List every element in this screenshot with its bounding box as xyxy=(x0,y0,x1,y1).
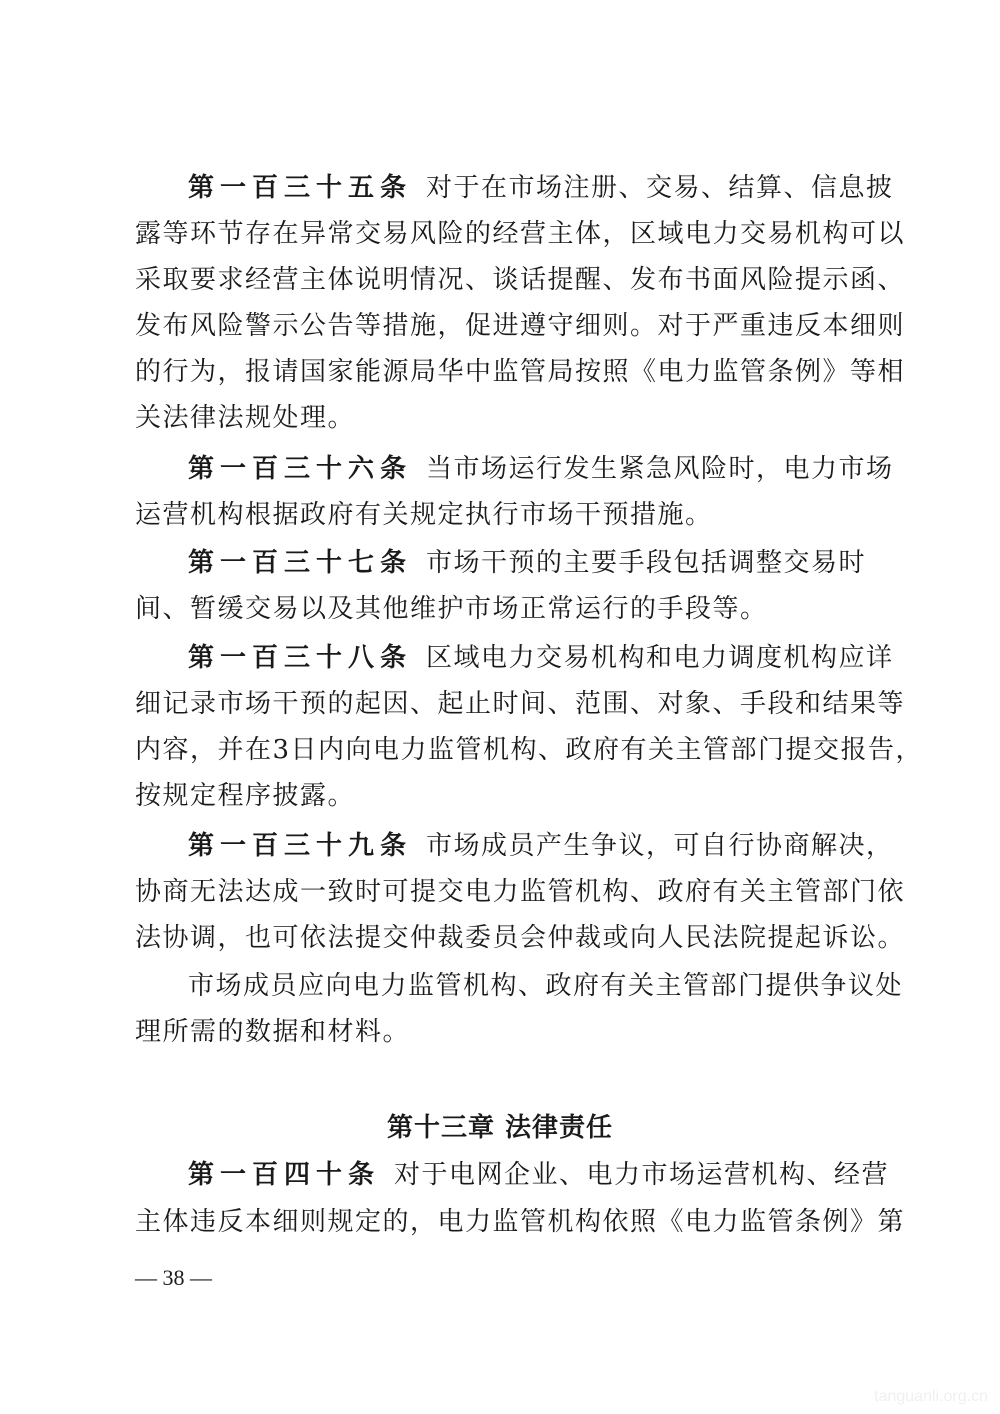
article-137-line-1: 第一百三十七条 市场干预的主要手段包括调整交易时 xyxy=(188,548,867,578)
article-139-line-1: 第一百三十九条 市场成员产生争议，可自行协商解决， xyxy=(188,831,894,861)
article-label: 第一百四十条 xyxy=(188,1160,381,1190)
article-139-para2-line-2: 理所需的数据和材料。 xyxy=(135,1017,411,1047)
chapter-heading: 第十三章 法律责任 xyxy=(386,1113,614,1143)
article-139-line-3: 法协调，也可依法提交仲裁委员会仲裁或向人民法院提起诉讼。 xyxy=(135,923,906,953)
article-label: 第一百三十八条 xyxy=(188,643,413,673)
article-140-line-1: 第一百四十条 对于电网企业、电力市场运营机构、经营 xyxy=(188,1160,890,1190)
article-138-line-1: 第一百三十八条 区域电力交易机构和电力调度机构应详 xyxy=(188,643,894,673)
article-140-line-2: 主体违反本细则规定的，电力监管机构依照《电力监管条例》第 xyxy=(135,1207,906,1237)
article-135-line-5: 的行为，报请国家能源局华中监管局按照《电力监管条例》等相 xyxy=(135,357,906,387)
article-135-line-4: 发布风险警示公告等措施，促进遵守细则。对于严重违反本细则 xyxy=(135,311,906,341)
article-136-line-1: 第一百三十六条 当市场运行发生紧急风险时，电力市场 xyxy=(188,454,894,484)
article-138-line-2: 细记录市场干预的起因、起止时间、范围、对象、手段和结果等 xyxy=(135,689,906,719)
watermark: tanguanli.org.cn xyxy=(874,1388,988,1405)
article-139-line-2: 协商无法达成一致时可提交电力监管机构、政府有关主管部门依 xyxy=(135,877,906,907)
article-138-line-3: 内容，并在3日内向电力监管机构、政府有关主管部门提交报告， xyxy=(135,735,924,765)
article-135-line-6: 关法律法规处理。 xyxy=(135,403,356,433)
page-number: — 38 — xyxy=(135,1265,212,1290)
article-135-line-1: 第一百三十五条 对于在市场注册、交易、结算、信息披 xyxy=(188,173,894,203)
article-138-line-4: 按规定程序披露。 xyxy=(135,781,356,811)
article-135-line-3: 采取要求经营主体说明情况、谈话提醒、发布书面风险提示函、 xyxy=(135,265,906,295)
article-136-line-2: 运营机构根据政府有关规定执行市场干预措施。 xyxy=(135,500,713,530)
article-label: 第一百三十七条 xyxy=(188,548,413,578)
article-label: 第一百三十五条 xyxy=(188,173,413,203)
article-139-para2-line-1: 市场成员应向电力监管机构、政府有关主管部门提供争议处 xyxy=(188,971,904,1001)
article-label: 第一百三十九条 xyxy=(188,831,413,861)
article-137-line-2: 间、暂缓交易以及其他维护市场正常运行的手段等。 xyxy=(135,594,768,624)
article-label: 第一百三十六条 xyxy=(188,454,413,484)
article-135-line-2: 露等环节存在异常交易风险的经营主体，区域电力交易机构可以 xyxy=(135,219,906,249)
